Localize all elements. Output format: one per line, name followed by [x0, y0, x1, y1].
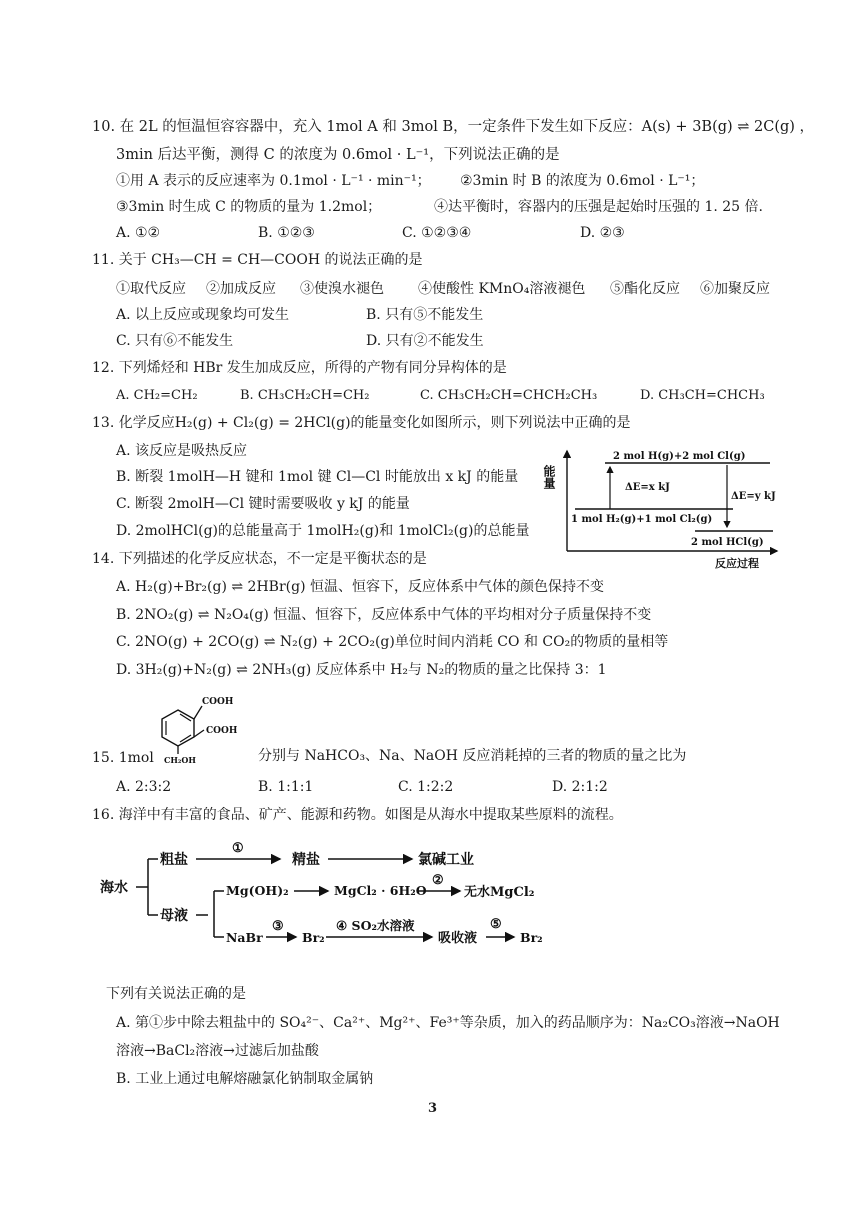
q12-option-d: D. CH₃CH=CHCH₃ — [640, 388, 765, 403]
q10-option-c: C. ①②③④ — [402, 225, 472, 241]
absorbent-label: 吸收液 — [438, 931, 478, 946]
q10-stem-line1: 10. 在 2L 的恒温恒容容器中，充入 1mol A 和 3mol B，一定条件下发生如下反应：A(s) + 3B(g) ⇌ 2C(g) ， — [92, 119, 815, 135]
refined-salt-label: 精盐 — [292, 852, 320, 868]
q11-option-c: C. 只有⑥不能发生 — [116, 333, 234, 349]
q14-option-a: A. H₂(g)+Br₂(g) ⇌ 2HBr(g) 恒温、恒容下，反应体系中气体的颜色保持不变 — [116, 579, 604, 595]
q11-reaction-6: ⑥加聚反应 — [700, 281, 770, 297]
step-5-label: ⑤ — [490, 917, 502, 932]
q10-statement-2: ②3min 时 B 的浓度为 0.6mol · L⁻¹； — [460, 173, 705, 189]
br2-label-b: Br₂ — [520, 930, 543, 945]
q16-option-b: B. 工业上通过电解熔融氯化钠制取金属钠 — [116, 1071, 374, 1087]
q13-stem: 13. 化学反应H₂(g) + Cl₂(g) = 2HCl(g)的能量变化如图所示，则下列说法中正确的是 — [92, 415, 631, 431]
q11-option-b: B. 只有⑤不能发生 — [366, 307, 484, 323]
seawater-flowchart — [96, 835, 566, 955]
page-number: 3 — [428, 1101, 438, 1116]
q14-stem: 14. 下列描述的化学反应状态，不一定是平衡状态的是 — [92, 551, 427, 567]
chlor-alkali-label: 氯碱工业 — [418, 852, 474, 868]
br2-label-a: Br₂ — [302, 930, 325, 945]
q12-stem: 12. 下列烯烃和 HBr 发生加成反应，所得的产物有同分异构体的是 — [92, 360, 507, 376]
mid-level-label: 1 mol H₂(g)+1 mol Cl₂(g) — [571, 514, 713, 525]
q10-statement-1: ①用 A 表示的反应速率为 0.1mol · L⁻¹ · min⁻¹； — [116, 173, 431, 189]
q13-option-c: C. 断裂 2molH—Cl 键时需要吸收 y kJ 的能量 — [116, 496, 410, 512]
step-3-label: ③ — [272, 919, 284, 934]
q10-option-d: D. ②③ — [580, 225, 625, 241]
q14-option-d: D. 3H₂(g)+N₂(g) ⇌ 2NH₃(g) 反应体系中 H₂与 N₂的物质的量之比保持 3：1 — [116, 662, 607, 678]
q11-option-d: D. 只有②不能发生 — [366, 333, 484, 349]
q10-option-b: B. ①②③ — [258, 225, 315, 241]
so2-solution-label: ④ SO₂水溶液 — [336, 918, 415, 933]
q11-reaction-2: ②加成反应 — [206, 281, 276, 297]
q15-option-b: B. 1:1:1 — [258, 779, 314, 795]
q15-option-c: C. 1:2:2 — [398, 779, 454, 795]
q14-option-c: C. 2NO(g) + 2CO(g) ⇌ N₂(g) + 2CO₂(g)单位时间内消耗 CO 和 CO₂的物质的量相等 — [116, 634, 669, 650]
benzene-ring — [162, 710, 194, 746]
anhydrous-mgcl2-label: 无水MgCl₂ — [464, 885, 535, 900]
mother-liquor-label: 母液 — [160, 908, 188, 924]
q10-statement-4: ④达平衡时，容器内的压强是起始时压强的 1. 25 倍. — [434, 199, 763, 215]
step-2-label: ② — [432, 873, 444, 888]
q10-option-a: A. ①② — [116, 225, 161, 241]
top-level-label: 2 mol H(g)+2 mol Cl(g) — [613, 451, 746, 462]
benzene-structure — [148, 690, 248, 765]
q12-option-b: B. CH₃CH₂CH=CH₂ — [240, 388, 370, 403]
q12-option-c: C. CH₃CH₂CH=CHCH₂CH₃ — [420, 388, 598, 403]
q12-option-a: A. CH₂=CH₂ — [116, 388, 198, 403]
q11-option-a: A. 以上反应或现象均可发生 — [116, 307, 290, 323]
q10-stem-line2: 3min 后达平衡，测得 C 的浓度为 0.6mol · L⁻¹，下列说法正确的是 — [116, 147, 560, 163]
seawater-label: 海水 — [100, 880, 128, 896]
mgcl2-hydrate-label: MgCl₂ · 6H₂O — [334, 883, 427, 898]
q14-option-b: B. 2NO₂(g) ⇌ N₂O₄(g) 恒温、恒容下，反应体系中气体的平均相对分子质量保持不变 — [116, 607, 652, 623]
crude-salt-label: 粗盐 — [160, 852, 188, 868]
q15-stem: 分别与 NaHCO₃、Na、NaOH 反应消耗掉的三者的物质的量之比为 — [258, 748, 687, 764]
q16-option-a-line1: A. 第①步中除去粗盐中的 SO₄²⁻、Ca²⁺、Mg²⁺、Fe³⁺等杂质，加入的药品顺序为：Na₂CO₃溶液→NaOH — [116, 1015, 780, 1031]
q11-reaction-4: ④使酸性 KMnO₄溶液褪色 — [418, 281, 586, 297]
q16-stem: 16. 海洋中有丰富的食品、矿产、能源和药物。如图是从海水中提取某些原料的流程。 — [92, 807, 623, 823]
q15-option-a: A. 2:3:2 — [116, 779, 172, 795]
q11-reaction-1: ①取代反应 — [116, 281, 186, 297]
nabr-label: NaBr — [226, 930, 263, 945]
q11-stem: 11. 关于 CH₃—CH = CH—COOH 的说法正确的是 — [92, 252, 423, 268]
dE-y-label: ΔE=y kJ — [731, 491, 776, 502]
low-level-label: 2 mol HCl(g) — [691, 537, 764, 548]
q11-reaction-3: ③使溴水褪色 — [300, 281, 384, 297]
q13-option-a: A. 该反应是吸热反应 — [116, 443, 248, 459]
q16-question: 下列有关说法正确的是 — [106, 986, 246, 1002]
energy-diagram — [542, 443, 785, 573]
dE-x-label: ΔE=x kJ — [625, 482, 670, 493]
q13-option-d: D. 2molHCl(g)的总能量高于 1molH₂(g)和 1molCl₂(g)的总能量 — [116, 523, 530, 539]
step-1-label: ① — [232, 841, 244, 856]
q10-statement-3: ③3min 时生成 C 的物质的量为 1.2mol； — [116, 199, 382, 215]
q15-prefix: 15. 1mol — [92, 750, 154, 766]
x-axis-label: 反应过程 — [715, 557, 759, 570]
q13-option-b: B. 断裂 1molH—H 键和 1mol 键 Cl—Cl 时能放出 x kJ 的能量 — [116, 469, 519, 485]
mgoh2-label: Mg(OH)₂ — [226, 883, 289, 898]
q16-option-a-line2: 溶液→BaCl₂溶液→过滤后加盐酸 — [116, 1043, 319, 1059]
cooh-label-2: COOH — [206, 726, 238, 736]
cooh-label-1: COOH — [202, 697, 234, 707]
y-axis-label: 能量 — [542, 465, 556, 489]
q15-option-d: D. 2:1:2 — [552, 779, 608, 795]
q11-reaction-5: ⑤酯化反应 — [610, 281, 680, 297]
ch2oh-label: CH₂OH — [164, 755, 196, 765]
